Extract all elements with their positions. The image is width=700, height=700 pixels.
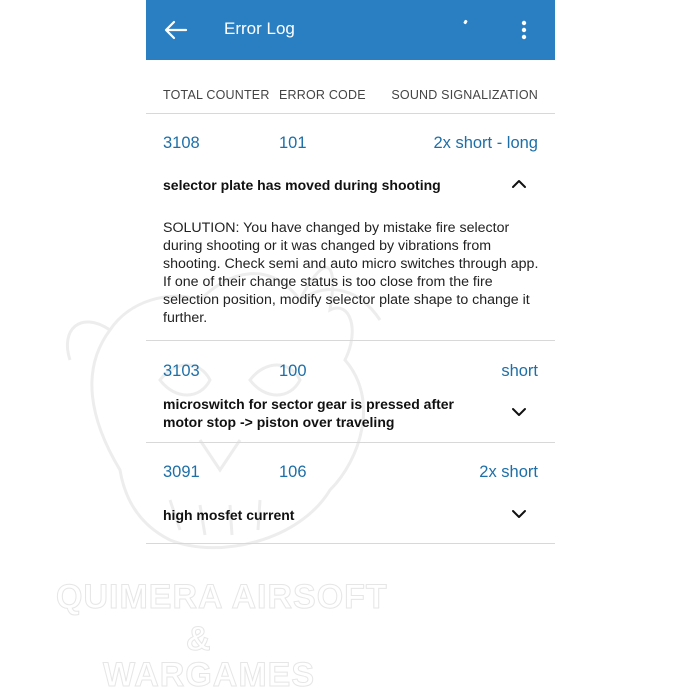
status-indicator [463,20,468,25]
watermark-line2: & [186,620,212,658]
entry-sound: 2x short - long [433,134,538,152]
table-header [146,60,555,114]
entry-description: microswitch for sector gear is pressed after motor stop -> piston over traveling [163,396,454,430]
arrow-left-icon [162,16,190,44]
back-button[interactable] [162,16,190,44]
expand-button[interactable] [508,401,530,423]
collapse-button[interactable] [508,173,530,195]
watermark-line3: WARGAMES [103,656,315,694]
chevron-down-icon [508,401,530,423]
more-vert-icon [512,16,536,44]
column-header-total-counter: TOTAL COUNTER [163,88,270,102]
entry-sound: short [501,362,538,380]
app-bar [146,0,555,60]
entry-counter: 3103 [163,362,200,380]
page-title: Error Log [224,19,295,38]
entry-solution: SOLUTION: You have changed by mistake fire selector during shooting or it was changed by vibrations from shooting. Check semi and auto micro switches through app. If one of their change status is too close from the fire selection position, modify selector plate shape to change it further. [163,220,539,326]
app-screen [146,0,555,700]
entry-description: selector plate has moved during shooting [163,177,441,193]
entry-error-code: 100 [279,362,307,380]
overflow-menu-button[interactable] [512,16,536,44]
error-entry[interactable] [146,114,555,341]
column-header-sound: SOUND SIGNALIZATION [391,88,538,102]
entry-sound: 2x short [479,463,538,481]
column-header-error-code: ERROR CODE [279,88,366,102]
entry-error-code: 106 [279,463,307,481]
entry-error-code: 101 [279,134,307,152]
chevron-down-icon [508,503,530,525]
error-entry[interactable] [146,443,555,544]
watermark-line1: QUIMERA AIRSOFT [56,578,388,616]
entry-description: high mosfet current [163,507,295,523]
chevron-up-icon [508,173,530,195]
entry-counter: 3091 [163,463,200,481]
entry-counter: 3108 [163,134,200,152]
expand-button[interactable] [508,503,530,525]
error-entry[interactable] [146,341,555,443]
